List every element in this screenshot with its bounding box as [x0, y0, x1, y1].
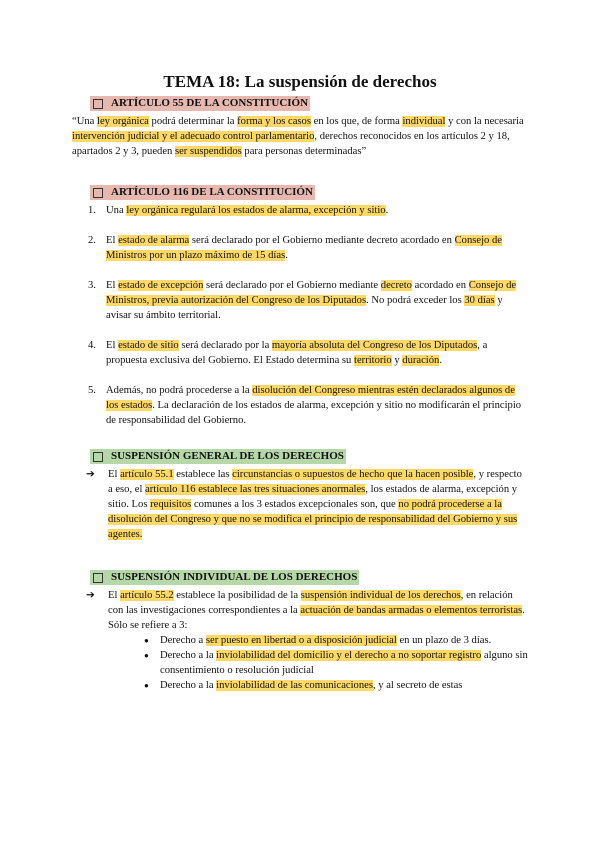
text-run: El: [106, 339, 119, 351]
highlighted-text: 30 días: [464, 294, 495, 306]
heading-text: SUSPENSIÓN GENERAL DE LOS DERECHOS: [111, 450, 344, 462]
quote-paragraph: [72, 114, 528, 159]
bullet-item: [142, 678, 528, 693]
highlighted-text: individual: [402, 115, 446, 127]
list-item: [72, 278, 528, 323]
text-run: .: [385, 204, 389, 216]
text-run: comunes a los 3 estados excepcionales son, que: [191, 498, 399, 510]
highlighted-text: no podrá procederse a la disolución del Congreso y que no se modifica el principio de responsabilidad del Gobierno y sus agentes.: [108, 498, 518, 540]
highlighted-text: requisitos: [150, 498, 192, 510]
item-text: [106, 338, 528, 368]
item-number: 2.: [88, 234, 96, 246]
list-item: [72, 338, 528, 368]
highlighted-text: forma y los casos: [237, 115, 311, 127]
section-articulo-116: [72, 185, 528, 428]
checkbox-icon[interactable]: [93, 452, 103, 462]
arrow-icon: ➔: [86, 589, 95, 601]
highlighted-text: estado de excepción: [118, 279, 204, 291]
text-run: Derecho a la: [160, 649, 217, 661]
item-number: 3.: [88, 279, 96, 291]
text-run: acordado en: [411, 279, 469, 291]
highlighted-text: inviolabilidad del domicilio y el derecho a no soportar registro: [216, 649, 482, 661]
text-run: , en relación con las investigaciones correspondientes a la: [108, 589, 513, 616]
text-run: . Sólo se refiere a 3:: [108, 604, 525, 631]
section-heading: [90, 570, 359, 585]
text-run: , y al secreto de estas: [372, 679, 463, 691]
heading-text: ARTÍCULO 116 DE LA CONSTITUCIÓN: [111, 186, 313, 198]
text-run: en un plazo de 3 días.: [396, 634, 492, 646]
text-run: El: [106, 279, 119, 291]
checkbox-icon[interactable]: [93, 573, 103, 583]
highlighted-text: intervención judicial y el adecuado control parlamentario: [72, 130, 315, 142]
section-suspension-general: [72, 449, 528, 542]
item-text: [106, 383, 528, 428]
highlighted-text: ley orgánica regulará los estados de alarma, excepción y sitio: [126, 204, 386, 216]
text-run: , derechos reconocidos en los artículos 2 y 18, apartados 2 y 3, pueden: [72, 130, 510, 157]
highlighted-text: ser suspendidos: [174, 145, 242, 157]
highlighted-text: disolución del Congreso mientras estén declarados algunos de los estados: [106, 384, 515, 411]
item-number: 5.: [88, 384, 96, 396]
bullet-item: [142, 633, 528, 648]
text-run: establece la posibilidad de la: [173, 589, 301, 601]
text-run: será declarado por el Gobierno mediante: [203, 279, 381, 291]
bullet-item: [142, 648, 528, 678]
text-run: , a propuesta exclusiva del Gobierno. El Estado determina su: [106, 339, 488, 366]
item-number: 4.: [88, 339, 96, 351]
item-text: [106, 233, 528, 263]
text-run: Derecho a la: [160, 679, 217, 691]
text-run: . No podrá exceder los: [366, 294, 465, 306]
list-item: [72, 203, 528, 218]
page-title: TEMA 18: La suspensión de derechos: [163, 72, 437, 91]
text-run: para personas determinadas”: [241, 145, 367, 157]
text-run: y avisar su ámbito territorial.: [106, 294, 503, 321]
highlighted-text: suspensión individual de los derechos: [300, 589, 461, 601]
bullet-text: [160, 648, 528, 678]
text-run: establece las: [173, 468, 233, 480]
highlighted-text: circunstancias o supuestos de hecho que la hacen posible: [232, 468, 474, 480]
arrow-item: [72, 588, 528, 633]
text-run: El: [106, 234, 119, 246]
text-run: será declarado por la: [178, 339, 272, 351]
section-heading: [90, 449, 346, 464]
text-run: será declarado por el Gobierno mediante decreto acordado en: [189, 234, 455, 246]
highlighted-text: estado de sitio: [118, 339, 179, 351]
text-run: El: [108, 468, 121, 480]
text-run: Además, no podrá procederse a la: [106, 384, 253, 396]
highlighted-text: Consejo de Ministros, previa autorización del Congreso de los Diputados: [106, 279, 517, 306]
item-text: [108, 588, 528, 633]
highlighted-text: mayoría absoluta del Congreso de los Diputados: [271, 339, 478, 351]
highlighted-text: artículo 116 establece las tres situaciones anormales: [145, 483, 366, 495]
text-run: y con la necesaria: [445, 115, 524, 127]
list-item: [72, 233, 528, 263]
bullet-text: [160, 633, 491, 648]
text-run: , los estados de alarma, excepción y sitio. Los: [108, 483, 518, 510]
text-run: en los que, de forma: [310, 115, 403, 127]
highlighted-text: territorio: [354, 354, 392, 366]
highlighted-text: decreto: [380, 279, 412, 291]
bullet-icon: ●: [144, 680, 149, 690]
list-item: [72, 383, 528, 428]
heading-text: ARTÍCULO 55 DE LA CONSTITUCIÓN: [111, 97, 309, 109]
highlighted-text: duración: [402, 354, 440, 366]
item-number: 1.: [88, 204, 96, 216]
highlighted-text: ley orgánica: [97, 115, 149, 127]
highlighted-text: ser puesto en libertad o a disposición judicial: [205, 634, 397, 646]
highlighted-text: Consejo de Ministros por un plazo máximo de 15 días: [106, 234, 502, 261]
item-text: [106, 203, 388, 218]
bullet-icon: ●: [144, 650, 149, 660]
bullet-icon: ●: [144, 635, 149, 645]
checkbox-icon[interactable]: [93, 99, 103, 109]
text-run: y: [391, 354, 403, 366]
highlighted-text: inviolabilidad de las comunicaciones: [216, 679, 373, 691]
arrow-icon: ➔: [86, 468, 95, 480]
text-run: Una: [106, 204, 127, 216]
text-run: podrá determinar la: [148, 115, 238, 127]
text-run: Derecho a: [160, 634, 206, 646]
item-text: [106, 278, 528, 323]
highlighted-text: actuación de bandas armadas o elementos terroristas: [300, 604, 523, 616]
highlighted-text: artículo 55.1: [120, 468, 174, 480]
heading-text: SUSPENSIÓN INDIVIDUAL DE LOS DERECHOS: [111, 571, 358, 583]
text-run: alguno sin consentimiento o resolución judicial: [160, 649, 528, 676]
highlighted-text: artículo 55.2: [120, 589, 174, 601]
numbered-list: [72, 203, 528, 428]
checkbox-icon[interactable]: [93, 188, 103, 198]
section-suspension-individual: [72, 570, 528, 693]
section-heading: [90, 185, 315, 200]
bullet-list: [72, 633, 528, 693]
text-run: .: [439, 354, 442, 366]
section-heading: [90, 96, 310, 111]
section-articulo-55: [72, 96, 528, 159]
text-run: . La declaración de los estados de alarma, excepción y sitio no modificarán el principio de responsabilidad del Gobierno.: [106, 399, 522, 426]
text-run: .: [285, 249, 288, 261]
bullet-text: [160, 678, 462, 693]
item-text: [108, 467, 528, 542]
arrow-item: [72, 467, 528, 542]
text-run: El: [108, 589, 121, 601]
highlighted-text: estado de alarma: [118, 234, 190, 246]
text-run: “Una: [72, 115, 97, 127]
text-run: , y respecto a eso, el: [108, 468, 522, 495]
